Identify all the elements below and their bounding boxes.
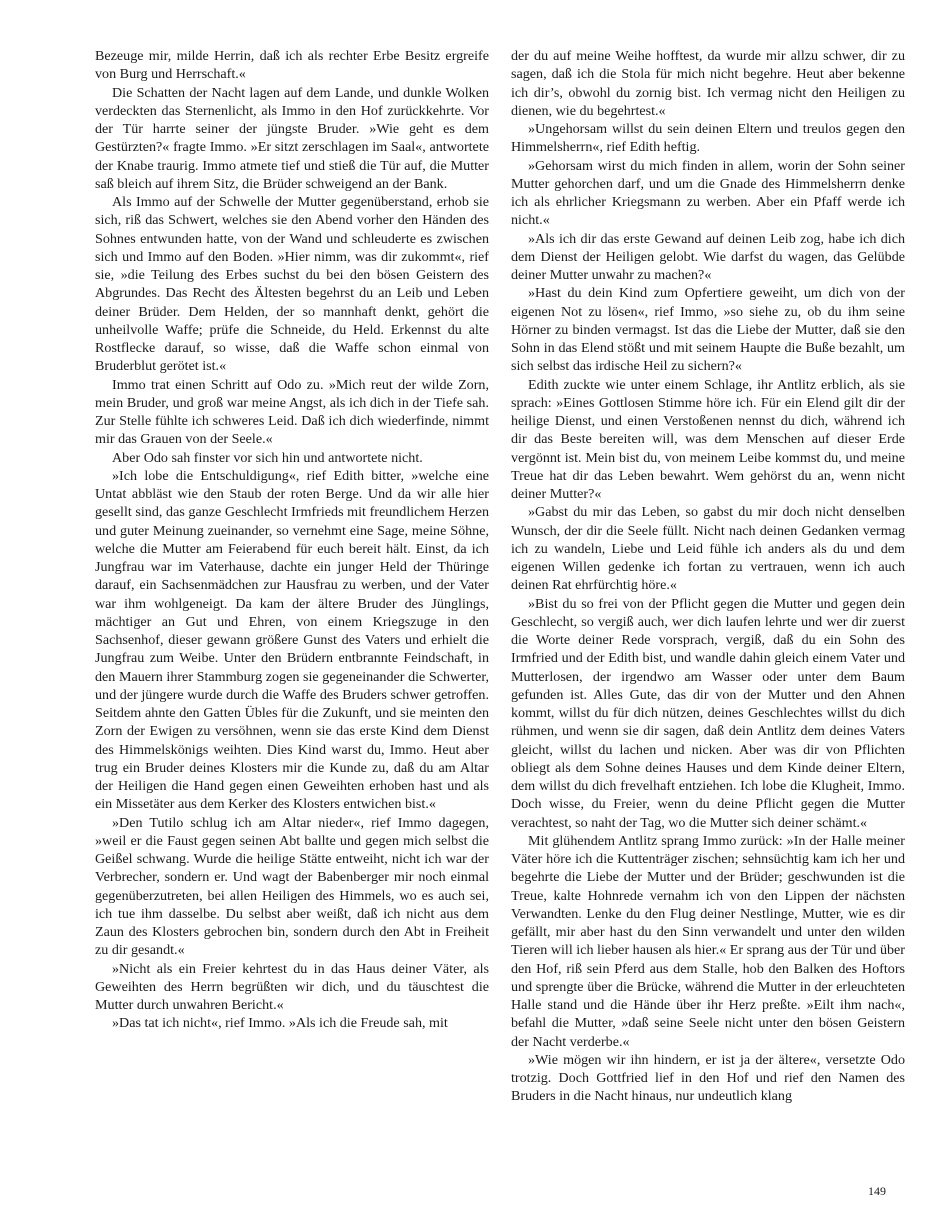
paragraph: Immo trat einen Schritt auf Odo zu. »Mich reut der wilde Zorn, mein Bruder, und groß war meine Angst, als ich dich in der Tiefe sah. Zur Stelle fühlte ich schweres Leid. Daß ich dich wiederfinde, nimmt mir das Grauen von der Seele.« xyxy=(95,376,489,448)
paragraph: der du auf meine Weihe hofftest, da wurde mir allzu schwer, dir zu sagen, daß ich die Stola für mich nicht begehre. Heut aber bekenne ich dir’s, obwohl du zornig bist. Ich vermag nicht den Heiligen zu dienen, wie du begehrtest.« xyxy=(511,48,905,119)
paragraph: »Ich lobe die Entschuldigung«, rief Edith bitter, »welche eine Untat abbläst wie den Staub der roten Berge. Und da wir alle hier gesellt sind, das ganze Geschlecht Irmfrieds mit freundlichem Herzen und guter Meinung zueinander, so vernehmt eine Sage, meine Söhne, welche die Mutter am Feierabend für euch bereit hält. Einst, da ich Jungfrau war im Vaterhause, dachte ein junger Held der Thüringe darauf, ein Sachsenmädchen zur Hausfrau zu werben, und der Vater war ihm wohlgeneigt. Da kam der ältere Bruder des Jünglings, mächtiger an Gut und Ehren, von einem Kriegszuge in den Sachsenhof, dieser gewann größere Gunst des Vaters und erhielt die Jungfrau zum Weibe. Unter den Brüdern entbrannte Feindschaft, in den Mauern ihrer Stammburg zogen sie gegeneinander die Schwerter, und der jüngere wurde durch die Waffe des Bruders schwer getroffen. Seitdem ahnte den Gatten Übles für die Zukunft, und sie meinten den Zorn der Ewigen zu versöhnen, wenn sie das erste Kind dem Dienst des Himmelskönigs weihten. Dies Kind warst du, Immo. Heut aber trug ein Bruder deines Klosters mir die Kunde zu, daß du am Altar der Heiligen die Hand gegen einen Geweihten erhoben hast und als ein Missetäter aus dem Kerker des Klosters entwichen bist.« xyxy=(95,467,489,813)
paragraph: »Nicht als ein Freier kehrtest du in das Haus deiner Väter, als Geweihten des Herrn begrüßten wir dich, und du täuschtest die Mutter durch unwahren Bericht.« xyxy=(95,960,489,1013)
paragraph: »Ungehorsam willst du sein deinen Eltern und treulos gegen den Himmelsherrn«, rief Edith heftig. xyxy=(511,121,905,156)
paragraph: Aber Odo sah finster vor sich hin und antwortete nicht. xyxy=(112,449,423,466)
paragraph: »Bist du so frei von der Pflicht gegen die Mutter und gegen dein Geschlecht, so vergiß auch, wer dich laufen lehrte und wer dir zuerst die Worte deiner Rede vorsprach, vergiß, daß du ein Sohn des Irmfried und der Edith bist, und wandle dahin gleich einem Vater und Mutterlosen, der irgendwo am Wasser oder unter dem Baum gefunden ist. Alles Gute, das dir von der Mutter und den Ahnen kommt, willst du für dich nützen, deines Geschlechtes willst du dich rühmen, und wenn sie dir sagen, daß dein Antlitz dem deines Vaters gleicht, willst du lachen und nicken. Aber was dir von Pflichten obliegt als dem Sohne deines Hauses und dem Kinde deiner Eltern, dem willst du dich frevelhaft entziehen. Ich lobe die Klugheit, Immo. Doch wisse, du Freier, wenn du deine Pflicht gegen die Mutter verachtest, so naht der Tag, wo die Mutter sich deiner schämt.« xyxy=(511,595,905,831)
paragraph: »Wie mögen wir ihn hindern, er ist ja der ältere«, versetzte Odo trotzig. Doch Gottfried lief in den Hof und rief den Namen des Bruders in die Nacht hinaus, nur undeutlich klang xyxy=(511,1051,905,1105)
page-number: 149 xyxy=(868,1184,886,1198)
paragraph: Edith zuckte wie unter einem Schlage, ihr Antlitz erblich, als sie sprach: »Eines Gottlosen Stimme höre ich. Für ein Elend gilt dir der heilige Dienst, und einen Verstoßenen nennst du dich, während ich dir das Beste bereiten will, was dem Menschen auf dieser Erde vergönnt ist. Mein bist du, von meinem Leibe kommst du, und meine Treue hat dir das Leben bewahrt. Wem gehörst du an, wenn nicht deiner Mutter?« xyxy=(511,376,905,502)
left-column xyxy=(95,47,489,1033)
paragraph: »Gehorsam wirst du mich finden in allem, worin der Sohn seiner Mutter gehorchen darf, und um die Gnade des Himmelsherrn denke ich als ehrlicher Kriegsmann zu werben. Aber ein Pfaff werde ich nicht.« xyxy=(511,157,905,229)
paragraph: Mit glühendem Antlitz sprang Immo zurück: »In der Halle meiner Väter höre ich die Kuttenträger zischen; sehnsüchtig kam ich her und begehrte die Liebe der Mutter und der Brüder; geschwunden ist die Treue, kalte Hohnrede vernahm ich von den Lippen der nächsten Verwandten. Lenke du den Flug deiner Nestlinge, Mutter, wie es dir gefällt, mir aber hast du den Sinn verwandelt und unter den wilden Tieren will ich lieber hausen als hier.« Er sprang aus der Tür und über den Hof, riß sein Pferd aus dem Stalle, hob den Balken des Hoftors und sprengte über die Brücke, während die Mutter in der erleuchteten Halle stand und die Hände über ihr Herz preßte. »Eilt ihm nach«, befahl die Mutter, »daß seine Seele nicht unter den bösen Geistern der Nacht verderbe.« xyxy=(511,832,905,1050)
paragraph: »Das tat ich nicht«, rief Immo. »Als ich die Freude sah, mit xyxy=(112,1015,448,1032)
paragraph: Bezeuge mir, milde Herrin, daß ich als rechter Erbe Besitz ergreife von Burg und Herrschaft.« xyxy=(95,48,489,83)
paragraph: »Den Tutilo schlug ich am Altar nieder«, rief Immo dagegen, »weil er die Faust gegen seinen Abt ballte und gegen mich selbst die Geißel schwang. Wurde die heilige Stätte entweiht, nicht ich war der Verbrecher, sondern er. Und wagt der Babenberger mir noch einmal gegenüberzutreten, bei allen Heiligen des Himmels, wo es auch sei, ich tue ihm dasselbe. Du selbst aber weißt, daß ich nicht aus dem Zaun des Klosters gebrochen bin, sondern durch den Abt in Freiheit zu dir gesandt.« xyxy=(95,814,489,959)
paragraph: »Gabst du mir das Leben, so gabst du mir doch nicht denselben Wunsch, der dir die Seele füllt. Nicht nach deinen Gedanken vermag ich zu wandeln, Liebe und Leid fühle ich anders als du und dem eigenen Willen gedenke ich fortan zu vertrauen, wenn ich auch deinen Rat ehrfürchtig höre.« xyxy=(511,504,905,594)
paragraph: Die Schatten der Nacht lagen auf dem Lande, und dunkle Wolken verdeckten das Sternenlicht, als Immo in den Hof zurückkehrte. Vor der Tür harrte seiner der jüngste Bruder. »Wie geht es dem Gestürzten?« fragte Immo. »Er sitzt zerschlagen im Saal«, antwortete der Knabe traurig. Immo atmete tief und stieß die Tür auf, die Mutter saß bleich auf ihrem Sitz, die Brüder schweigend an der Bank. xyxy=(95,84,489,192)
paragraph: »Hast du dein Kind zum Opfertiere geweiht, um dich von der eigenen Not zu lösen«, rief Immo, »so siehe zu, ob du ihm seine Hörner zu binden vermagst. Ist das die Liebe der Mutter, daß sie den Sohn in das Elend stößt und mit seinem Haupte die Buße bezahlt, um sich selbst das irdische Heil zu sichern?« xyxy=(511,285,905,375)
paragraph: Als Immo auf der Schwelle der Mutter gegenüberstand, erhob sie sich, riß das Schwert, welches sie den Abend vorher den Händen des Sohnes entwunden hatte, von der Wand und schleuderte es zwischen sich und Immo auf den Boden. »Hier nimm, was dir zukommt«, rief sie, »die Teilung des Erbes suchst du bei den bösen Geistern des Abgrundes. Das Recht des Ältesten begehrst du an Leib und Leben deiner Brüder. Dem Helden, der so mannhaft denkt, gehört die unheilvolle Waffe; prüfe die Schneide, du Held. Erkennst du alte Rostflecke darauf, so wisse, daß die Waffe schon einmal von Bruderblut gerötet ist.« xyxy=(95,194,489,375)
right-column xyxy=(511,47,905,1106)
paragraph: »Als ich dir das erste Gewand auf deinen Leib zog, habe ich dich dem Dienst der Heiligen gelobt. Wie darfst du wagen, das Gelübde deiner Mutter unwahr zu machen?« xyxy=(511,230,905,283)
